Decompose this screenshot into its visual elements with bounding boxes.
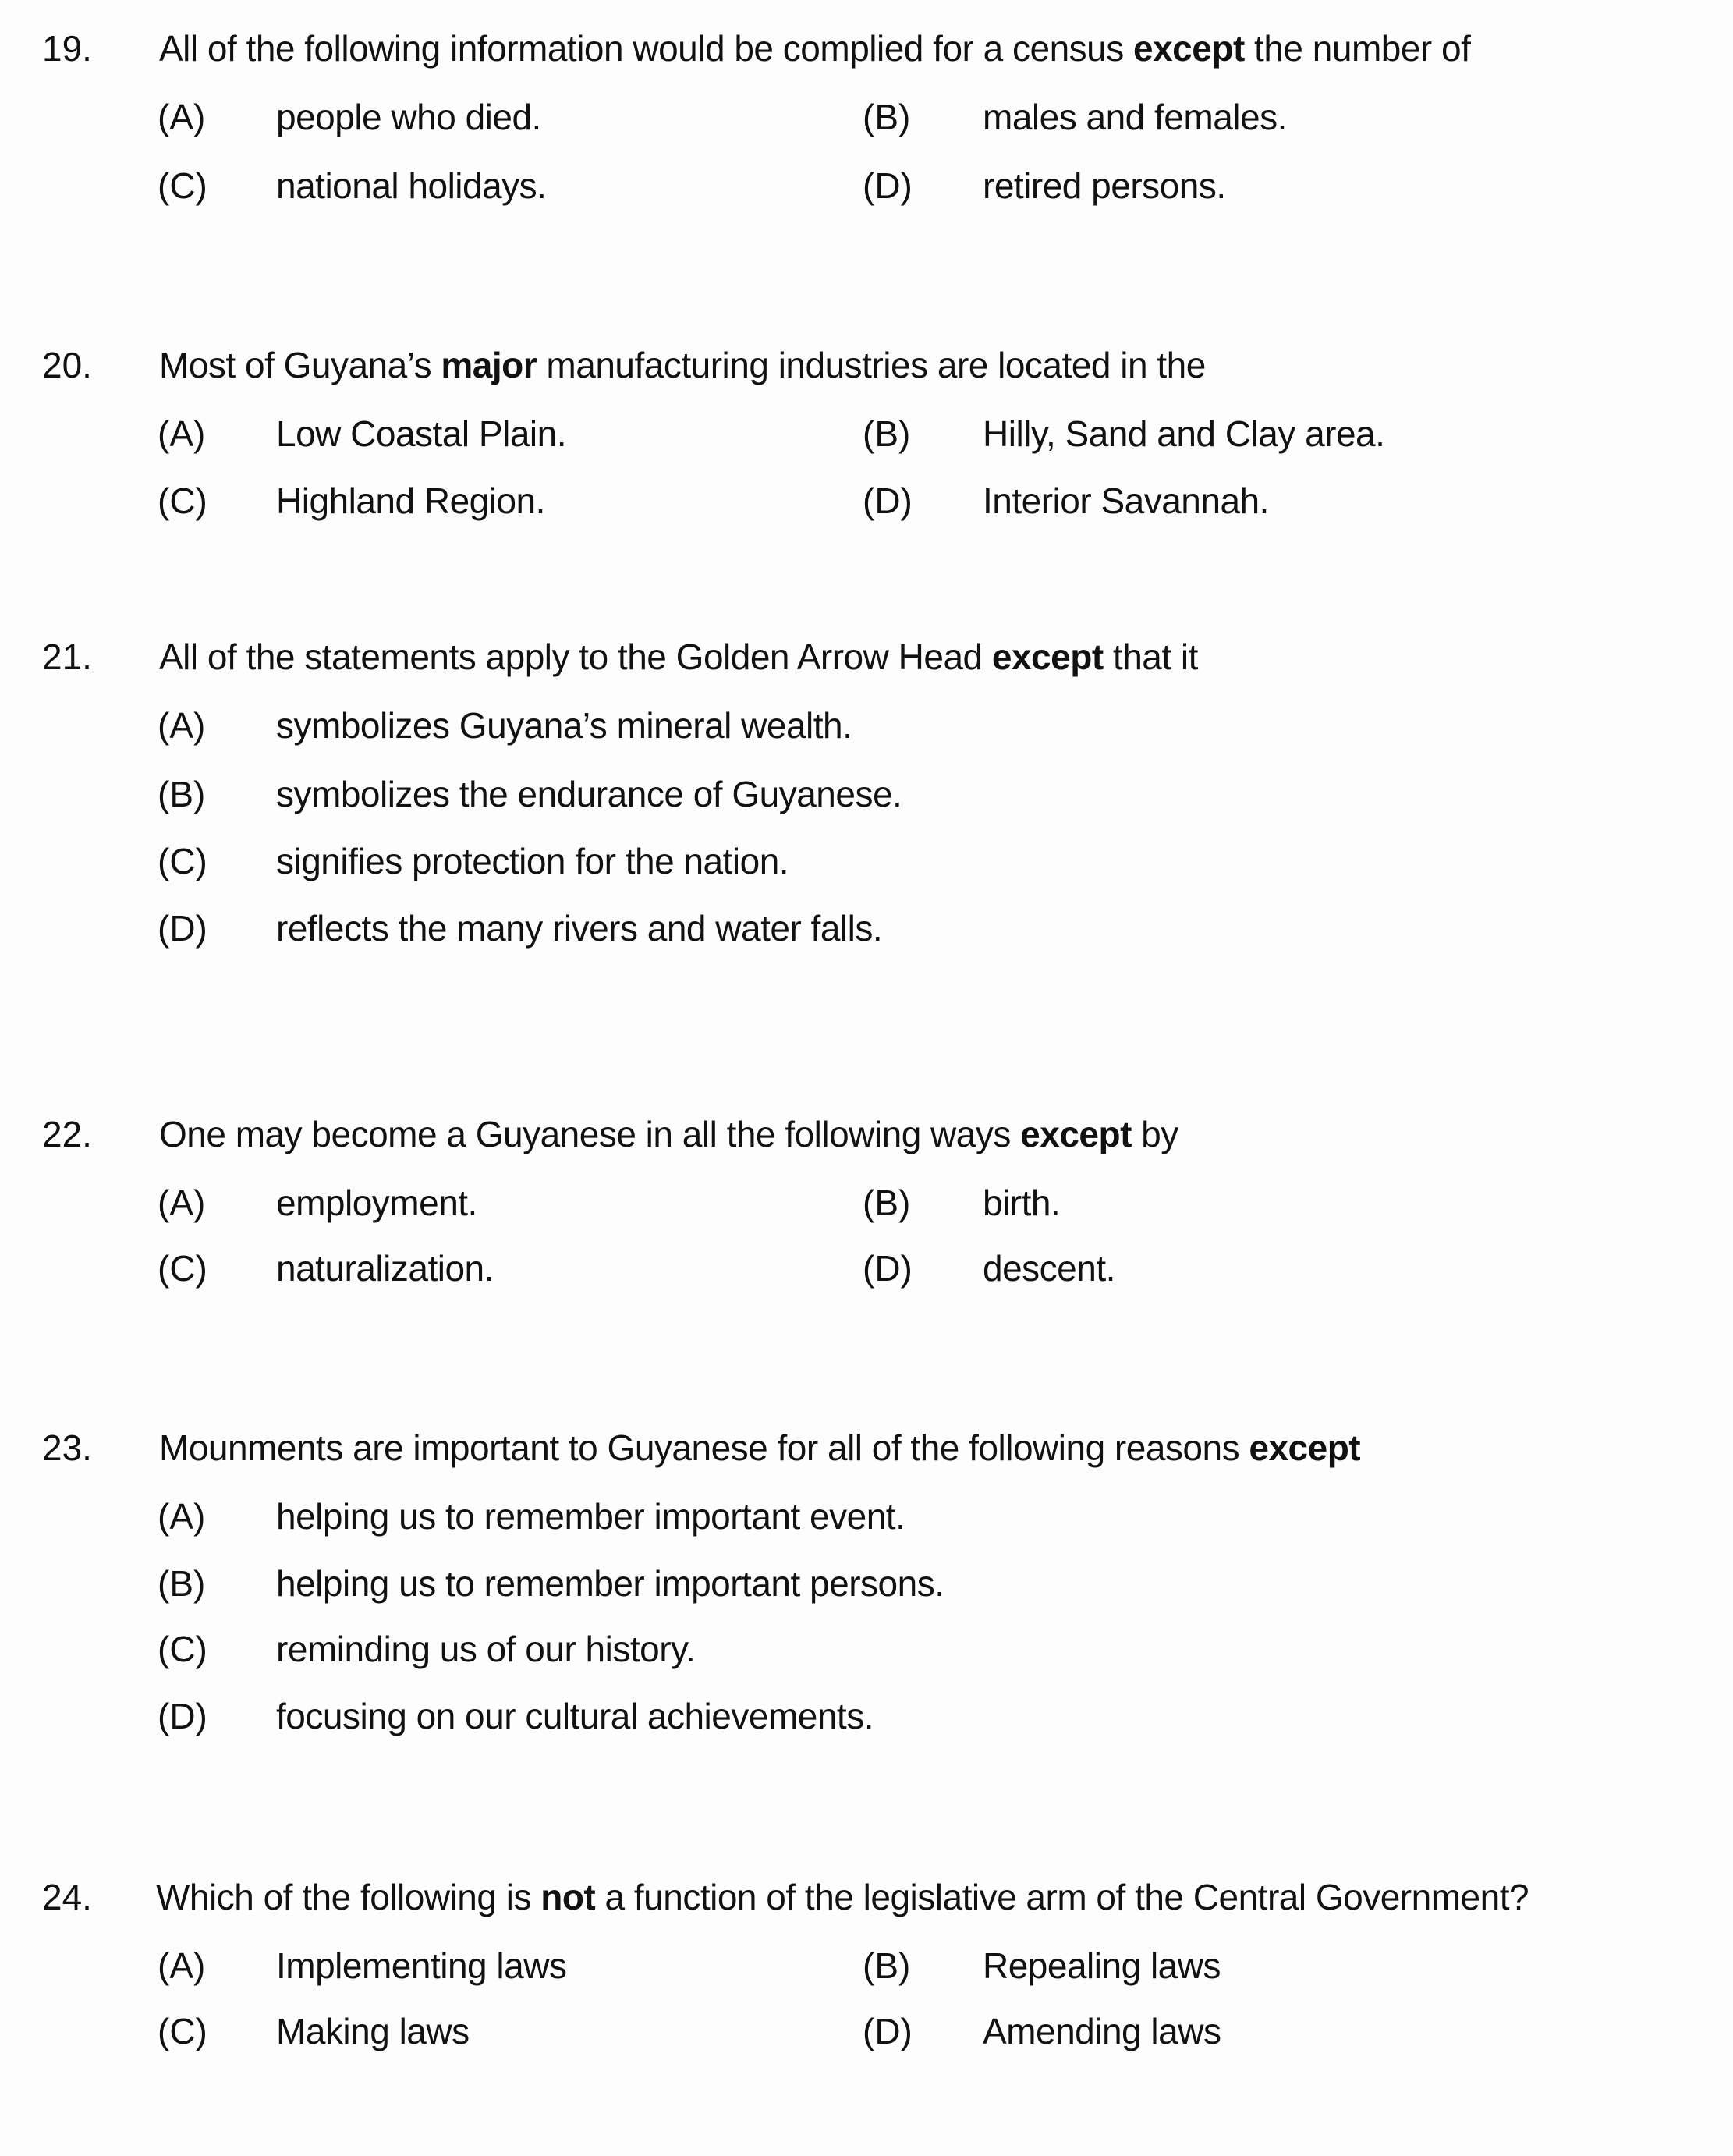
option-letter: (D) [863,2011,913,2051]
option-text: signifies protection for the nation. [276,841,789,881]
option-text: Highland Region. [276,480,545,521]
option-text: focusing on our cultural achievements. [276,1696,874,1736]
option-letter: (B) [863,1183,911,1223]
option-letter: (A) [158,1945,206,1986]
option-letter: (D) [863,480,913,521]
option-letter: (D) [863,1248,913,1289]
question-number: 20. [42,345,92,385]
option-text: Low Coastal Plain. [276,413,566,454]
option-letter: (B) [158,774,206,814]
option-letter: (C) [158,165,207,206]
question-stem: Mounments are important to Guyanese for all of the following reasons except [159,1427,1361,1468]
option-text: retired persons. [983,165,1226,206]
question-number: 24. [42,1877,92,1917]
option-letter: (A) [158,1496,206,1537]
option-text: descent. [983,1248,1115,1289]
option-letter: (A) [158,1183,206,1223]
option-letter: (C) [158,480,207,521]
option-letter: (D) [158,908,207,949]
option-text: helping us to remember important persons. [276,1563,944,1604]
option-letter: (B) [863,97,911,137]
option-letter: (B) [863,1945,911,1986]
question-stem: All of the following information would be complied for a census except the number of [159,28,1471,69]
question-stem: Which of the following is not a function of the legislative arm of the Central Government? [156,1877,1529,1917]
option-text: males and females. [983,97,1287,137]
option-letter: (A) [158,413,206,454]
option-text: symbolizes Guyana’s mineral wealth. [276,705,852,746]
option-text: birth. [983,1183,1061,1223]
question-number: 23. [42,1427,92,1468]
option-letter: (D) [158,1696,207,1736]
option-text: Interior Savannah. [983,480,1269,521]
question-number: 22. [42,1114,92,1154]
option-letter: (B) [863,413,911,454]
option-letter: (C) [158,1629,207,1669]
option-text: reflects the many rivers and water falls. [276,908,883,949]
option-text: Making laws [276,2011,470,2051]
option-text: people who died. [276,97,541,137]
option-text: symbolizes the endurance of Guyanese. [276,774,902,814]
option-letter: (C) [158,1248,207,1289]
option-letter: (C) [158,2011,207,2051]
option-letter: (B) [158,1563,206,1604]
option-letter: (C) [158,841,207,881]
option-text: employment. [276,1183,477,1223]
question-stem: One may become a Guyanese in all the following ways except by [159,1114,1178,1154]
option-text: Hilly, Sand and Clay area. [983,413,1385,454]
question-number: 19. [42,28,92,69]
option-text: Implementing laws [276,1945,567,1986]
option-text: reminding us of our history. [276,1629,696,1669]
option-text: helping us to remember important event. [276,1496,905,1537]
question-stem: All of the statements apply to the Golden Arrow Head except that it [159,637,1198,677]
option-text: Repealing laws [983,1945,1221,1986]
option-letter: (A) [158,705,206,746]
question-number: 21. [42,637,92,677]
option-text: national holidays. [276,165,547,206]
option-text: naturalization. [276,1248,494,1289]
option-letter: (A) [158,97,206,137]
question-stem: Most of Guyana’s major manufacturing industries are located in the [159,345,1206,385]
option-letter: (D) [863,165,913,206]
option-text: Amending laws [983,2011,1221,2051]
